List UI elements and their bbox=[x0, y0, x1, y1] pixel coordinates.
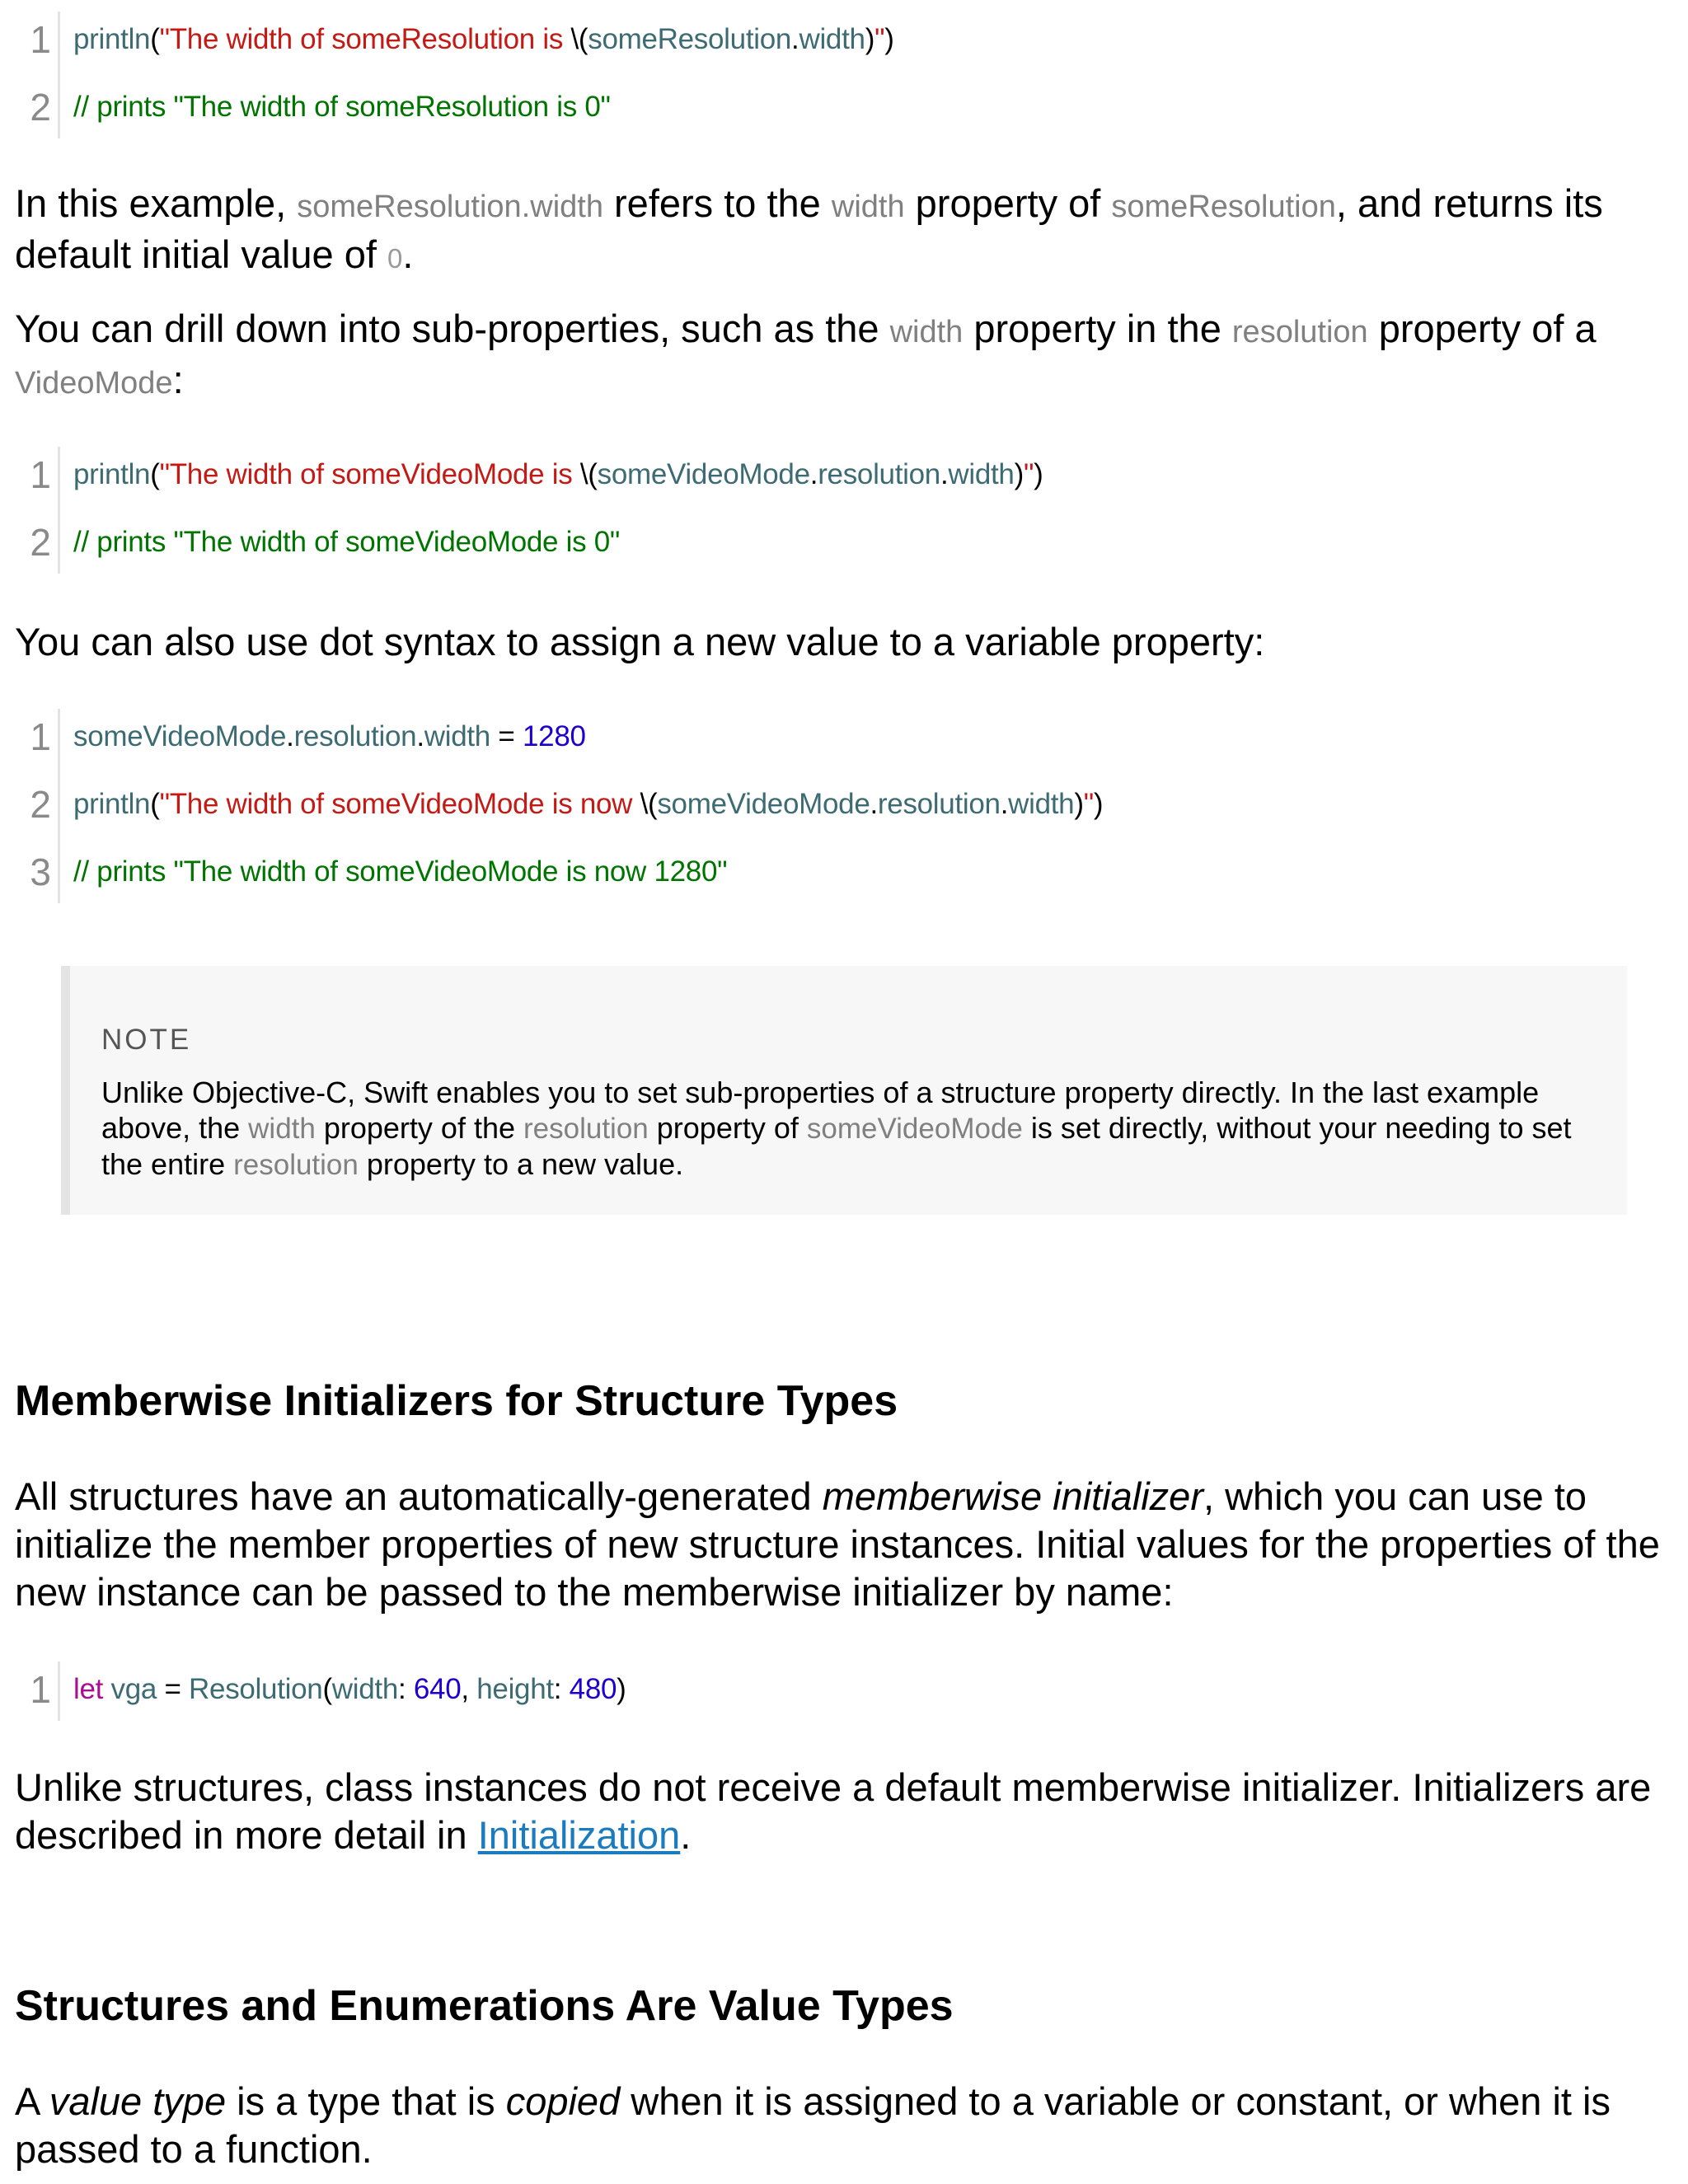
code-token: . bbox=[870, 788, 878, 820]
inline-code: VideoMode bbox=[15, 366, 173, 401]
text: . bbox=[680, 1813, 692, 1857]
code-token: // prints "The width of someVideoMode is now 1280" bbox=[73, 855, 728, 888]
code-token: 1280 bbox=[522, 720, 586, 752]
code-token: , bbox=[461, 1673, 477, 1705]
code-token: resolution bbox=[293, 720, 417, 752]
inline-code: someVideoMode bbox=[806, 1113, 1023, 1145]
code-token bbox=[103, 1673, 110, 1705]
code-token: width bbox=[1008, 788, 1075, 820]
code-token: Resolution bbox=[189, 1673, 323, 1705]
code-token: someResolution bbox=[588, 23, 792, 55]
text: . bbox=[402, 232, 414, 276]
code-token: = bbox=[490, 720, 523, 752]
code-token: someVideoMode bbox=[657, 788, 870, 820]
code-token: " bbox=[1023, 458, 1034, 490]
code-token: // prints "The width of someVideoMode is 0" bbox=[73, 526, 621, 558]
code-token: println bbox=[73, 458, 151, 490]
text: property to a new value. bbox=[358, 1147, 684, 1181]
text: All structures have an automatically-generated bbox=[15, 1474, 823, 1518]
code-token: . bbox=[791, 23, 799, 55]
code-line bbox=[0, 7, 1648, 73]
code-token: someVideoMode bbox=[597, 458, 810, 490]
line-number: 1 bbox=[30, 453, 51, 496]
section-heading-value-types: Structures and Enumerations Are Value Types bbox=[15, 1982, 954, 2030]
initialization-link[interactable]: Initialization bbox=[477, 1813, 681, 1857]
line-number: 2 bbox=[30, 86, 51, 129]
code-token: "The width of someVideoMode is bbox=[159, 458, 580, 490]
text: Unlike Objective-C, Swift enables you to set sub-properties of a structure property directly. In the last example above, the bbox=[101, 1076, 1540, 1145]
code-token: width bbox=[331, 1673, 399, 1705]
code-text bbox=[73, 74, 611, 140]
code-token: width bbox=[799, 23, 865, 55]
section-heading-memberwise-initializers: Memberwise Initializers for Structure Types bbox=[15, 1377, 898, 1425]
code-text bbox=[73, 771, 1103, 837]
paragraph-value-type-definition bbox=[15, 2078, 1672, 2173]
code-token: ) bbox=[1014, 458, 1024, 490]
paragraph-sub-properties bbox=[15, 305, 1672, 407]
code-token: "The width of someResolution is bbox=[159, 23, 571, 55]
text: is a type that is bbox=[226, 2079, 506, 2123]
code-token: . bbox=[416, 720, 424, 752]
line-number: 2 bbox=[30, 521, 51, 564]
text: , and returns its default initial value of bbox=[15, 181, 1603, 276]
code-token: height bbox=[476, 1673, 554, 1705]
code-token: // prints "The width of someResolution is 0" bbox=[73, 91, 611, 123]
code-text bbox=[73, 704, 586, 770]
code-token: ) bbox=[884, 23, 894, 55]
line-number: 1 bbox=[30, 1668, 51, 1711]
text: , which you can use to initialize the member properties of new structure instances. Initial values for the properties of the new instance can be passed to the memberwise initializer by name: bbox=[15, 1474, 1660, 1614]
text: when it is assigned to a variable or constant, or when it is passed to a function. bbox=[15, 2079, 1611, 2171]
paragraph-class-initializers bbox=[15, 1764, 1672, 1859]
code-token: ) bbox=[1093, 788, 1104, 820]
line-number: 3 bbox=[30, 851, 51, 893]
text: property of a bbox=[1367, 307, 1597, 350]
code-token: ) bbox=[865, 23, 875, 55]
code-token: println bbox=[73, 788, 151, 820]
code-token: ) bbox=[1034, 458, 1043, 490]
code-token: " bbox=[874, 23, 885, 55]
code-token: ) bbox=[617, 1673, 626, 1705]
code-text bbox=[73, 1657, 626, 1722]
text: Unlike structures, class instances do not receive a default memberwise initializer. Initializers are described in more detail in bbox=[15, 1765, 1652, 1857]
code-token: width bbox=[948, 458, 1015, 490]
code-token: . bbox=[940, 458, 949, 490]
code-token: println bbox=[73, 23, 151, 55]
text: You can drill down into sub-properties, such as the bbox=[15, 307, 890, 350]
text: refers to the bbox=[603, 181, 832, 225]
code-text bbox=[73, 839, 727, 905]
inline-code: resolution bbox=[523, 1113, 649, 1145]
emphasis: memberwise initializer bbox=[822, 1474, 1203, 1518]
code-line bbox=[0, 74, 1648, 140]
inline-code: 0 bbox=[387, 243, 403, 274]
code-line bbox=[0, 509, 1648, 575]
code-text bbox=[73, 442, 1043, 508]
code-token: ( bbox=[150, 458, 160, 490]
code-token: " bbox=[1083, 788, 1094, 820]
inline-code: someResolution bbox=[1111, 190, 1336, 224]
code-token: ( bbox=[150, 788, 160, 820]
code-token: . bbox=[809, 458, 818, 490]
code-token: \( bbox=[570, 23, 588, 55]
line-number: 2 bbox=[30, 783, 51, 826]
code-token: : bbox=[398, 1673, 414, 1705]
code-token: someVideoMode bbox=[73, 720, 287, 752]
text: property of the bbox=[315, 1111, 523, 1145]
paragraph-memberwise-initializer bbox=[15, 1473, 1672, 1616]
code-line bbox=[0, 704, 1648, 770]
code-token: . bbox=[1000, 788, 1009, 820]
note-box bbox=[61, 966, 1627, 1215]
inline-code: resolution bbox=[1231, 315, 1368, 349]
inline-code: someResolution.width bbox=[297, 190, 603, 224]
inline-code: width bbox=[831, 190, 905, 224]
code-text bbox=[73, 7, 894, 73]
code-token: 480 bbox=[569, 1673, 617, 1705]
line-number: 1 bbox=[30, 715, 51, 758]
inline-code: width bbox=[248, 1113, 316, 1145]
code-token: \( bbox=[579, 458, 598, 490]
code-token: ( bbox=[150, 23, 160, 55]
code-token: "The width of someVideoMode is now bbox=[159, 788, 640, 820]
code-token: = bbox=[157, 1673, 190, 1705]
code-line bbox=[0, 442, 1648, 508]
text: property of bbox=[648, 1111, 807, 1145]
code-token: ( bbox=[322, 1673, 332, 1705]
code-token: : bbox=[553, 1673, 570, 1705]
code-token: width bbox=[424, 720, 490, 752]
note-body bbox=[101, 1075, 1610, 1183]
emphasis: value type bbox=[49, 2079, 227, 2123]
text: : bbox=[172, 358, 184, 401]
code-token: ) bbox=[1074, 788, 1084, 820]
code-token: 640 bbox=[413, 1673, 462, 1705]
inline-code: resolution bbox=[233, 1149, 359, 1181]
note-title: NOTE bbox=[101, 1024, 192, 1056]
text: In this example, bbox=[15, 181, 298, 225]
text: property of bbox=[904, 181, 1112, 225]
line-number: 1 bbox=[30, 18, 51, 61]
paragraph-dot-syntax-example bbox=[15, 180, 1672, 283]
code-token: . bbox=[286, 720, 294, 752]
code-token: let bbox=[73, 1673, 104, 1705]
text: A bbox=[15, 2079, 49, 2123]
text: property in the bbox=[963, 307, 1232, 350]
code-token: \( bbox=[640, 788, 658, 820]
code-line bbox=[0, 771, 1648, 837]
emphasis: copied bbox=[505, 2079, 621, 2123]
code-line bbox=[0, 839, 1648, 905]
code-token: vga bbox=[110, 1673, 157, 1705]
text: is set directly, without your needing to set the entire bbox=[101, 1111, 1572, 1181]
code-token: resolution bbox=[877, 788, 1001, 820]
inline-code: width bbox=[889, 315, 964, 349]
code-text bbox=[73, 509, 620, 575]
code-line bbox=[0, 1657, 1648, 1722]
code-token: resolution bbox=[818, 458, 940, 490]
paragraph-assign-value: You can also use dot syntax to assign a new value to a variable property: bbox=[15, 620, 1265, 663]
